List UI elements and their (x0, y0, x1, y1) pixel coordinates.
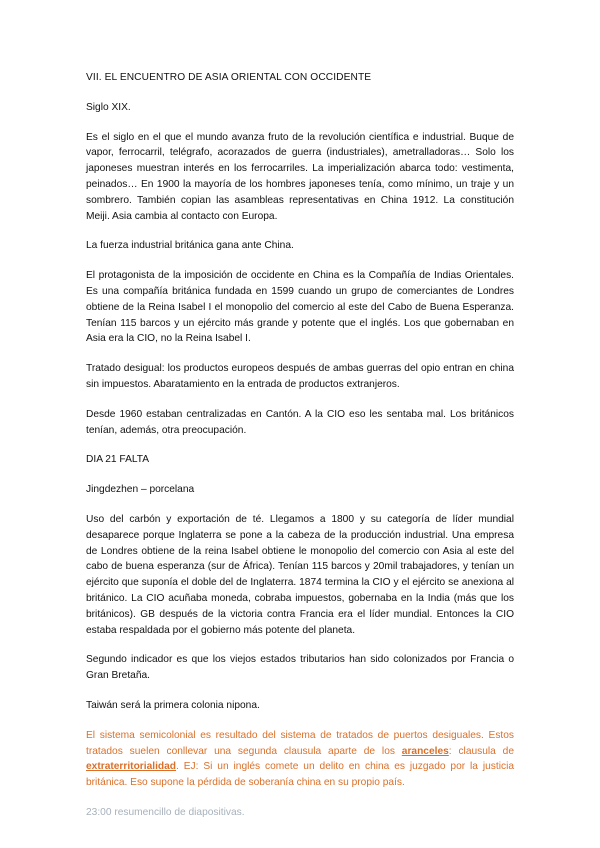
aranceles-term: aranceles (401, 745, 449, 757)
semicolonial-text-2: : clausula de (448, 745, 514, 757)
semicolonial-text-1: El sistema semicolonial es resultado del sistema de tratados de puertos desiguales. Estos tratados suelen conllevar una segunda clausula aparte de los (86, 729, 514, 757)
paragraph-revolucion: Es el siglo en el que el mundo avanza fruto de la revolución científica e industrial. Buque de vapor, ferrocarril, telégrafo, acorazados de guerra (industriales), ametralladoras… Solo los japoneses muestran interés en los ferrocarriles. La imperialización abarca todo: vestimenta, peinados… En 1900 la mayoría de los hombres japoneses tenía, como mínimo, un traje y un sombrero. También copian las asambleas representativas en China 1912. La constitución Meiji. Asia cambia al contacto con Europa. (86, 131, 514, 222)
paragraph-siglo: Siglo XIX. (86, 101, 131, 113)
extraterritorialidad-term: extraterritorialidad (86, 761, 177, 773)
paragraph-tratado: Tratado desigual: los productos europeos después de ambas guerras del opio entran en china sin impuestos. Abaratamiento en la entrada de productos extranjeros. (86, 363, 514, 390)
semicolonial-text-3: . EJ: Si un inglés comete un delito en china es juzgado por la justicia británica. Eso supone la pérdida de soberanía china en su propio país. (86, 761, 514, 789)
paragraph-resumen: 23:00 resumencillo de diapositivas. (86, 806, 245, 818)
paragraph-jingdezhen: Jingdezhen – porcelana (86, 484, 195, 496)
paragraph-carbon: Uso del carbón y exportación de té. Llegamos a 1800 y su categoría de líder mundial desaparece porque Inglaterra se pone a la cabeza de la producción industrial. Una empresa de Londres obtiene de la reina Isabel obtiene le monopolio del comercio con Asia al este del cabo de buena esperanza (sur de África). Tenían 115 barcos y 20mil trabajadores, y tenían un ejército que suponía el doble del de Inglaterra. 1874 termina la CIO y el ejército se anexiona al británico. La CIO acuñaba moneda, cobraba impuestos, gobernaba en la India (más que los británicos). GB después de la victoria contra Francia era el líder mundial. Entonces la CIO estaba respaldada por el gobierno más potente del planeta. (86, 513, 514, 636)
paragraph-segundo-indicador: Segundo indicador es que los viejos estados tributarios han sido colonizados por Francia o Gran Bretaña. (86, 654, 514, 682)
paragraph-canton: Desde 1960 estaban centralizadas en Cantón. A la CIO eso les sentaba mal. Los británicos tenían, además, otra preocupación. (86, 408, 514, 436)
paragraph-semicolonial (86, 728, 514, 791)
paragraph-taiwan: Taiwán será la primera colonia nipona. (86, 699, 260, 711)
paragraph-protagonista: El protagonista de la imposición de occidente en China es la Compañía de Indias Orientales. Es una compañía británica fundada en 1599 cuando un grupo de comerciantes de Londres obtiene de la Reina Isabel I el monopolio del comercio al este del Cabo de Buena Esperanza. Tenían 115 barcos y un ejército más grande y potente que el inglés. Los que gobernaban en Asia era la CIO, no la Reina Isabel I. (86, 270, 514, 345)
paragraph-fuerza: La fuerza industrial británica gana ante China. (86, 240, 294, 252)
paragraph-dia-falta: DIA 21 FALTA (86, 454, 150, 466)
section-title: VII. EL ENCUENTRO DE ASIA ORIENTAL CON OCCIDENTE (86, 72, 372, 83)
